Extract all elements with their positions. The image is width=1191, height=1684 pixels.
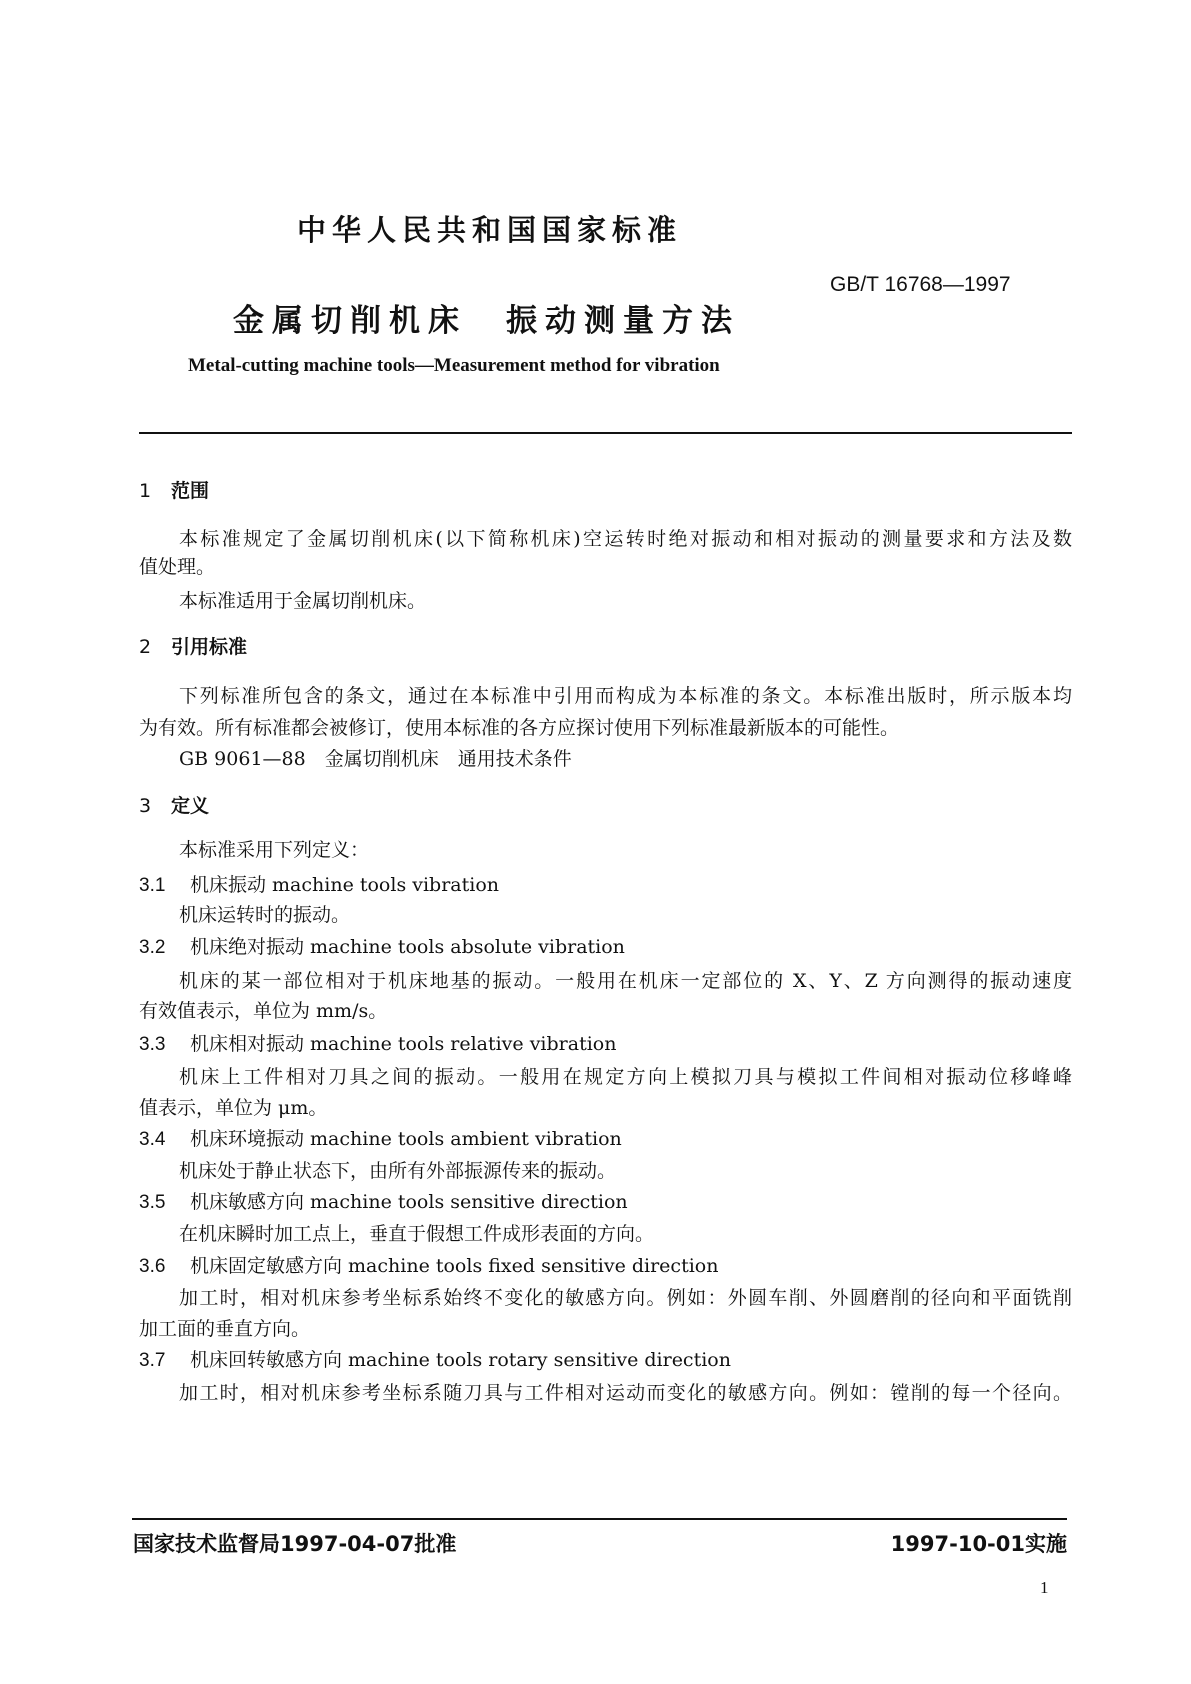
definition-3-2: 3.2 机床绝对振动 machine tools absolute vibration: [139, 936, 625, 958]
section-3-intro: 本标准采用下列定义：: [179, 839, 370, 861]
footer-rule: [132, 1518, 1067, 1520]
definition-3-5: 3.5 机床敏感方向 machine tools sensitive direction: [139, 1191, 628, 1213]
definition-text: 加工时，相对机床参考坐标系始终不变化的敏感方向。例如：外圆车削、外圆磨削的径向和平面铣削: [179, 1287, 1072, 1309]
section-1-heading: 1 范围: [139, 480, 210, 502]
definition-text: 机床运转时的振动。: [179, 904, 351, 926]
definition-3-3: 3.3 机床相对振动 machine tools relative vibration: [139, 1033, 617, 1055]
definition-3-7: 3.7 机床回转敏感方向 machine tools rotary sensitive direction: [139, 1349, 731, 1371]
header-rule: [139, 432, 1072, 434]
section-2-reference: GB 9061—88 金属切削机床 通用技术条件: [179, 748, 572, 770]
section-3-heading: 3 定义: [139, 795, 210, 817]
definition-text: 加工面的垂直方向。: [139, 1318, 311, 1340]
section-1-line: 本标准规定了金属切削机床(以下简称机床)空运转时绝对振动和相对振动的测量要求和方法及数: [179, 528, 1072, 550]
approval-date: 国家技术监督局1997-04-07批准: [133, 1532, 457, 1556]
effective-date: 1997-10-01实施: [890, 1532, 1067, 1556]
section-2-heading: 2 引用标准: [139, 636, 248, 658]
definition-text: 值表示，单位为 μm。: [139, 1097, 328, 1119]
section-2-line: 为有效。所有标准都会被修订，使用本标准的各方应探讨使用下列标准最新版本的可能性。: [139, 717, 900, 739]
standard-code: GB/T 16768—1997: [830, 273, 1011, 296]
definition-text: 在机床瞬时加工点上，垂直于假想工件成形表面的方向。: [179, 1223, 655, 1245]
definition-3-4: 3.4 机床环境振动 machine tools ambient vibration: [139, 1128, 622, 1150]
definition-3-1: 3.1 机床振动 machine tools vibration: [139, 874, 500, 896]
national-standard-heading: 中华人民共和国国家标准: [297, 213, 683, 247]
definition-text: 加工时，相对机床参考坐标系随刀具与工件相对运动而变化的敏感方向。例如：镗削的每一个径向。: [179, 1382, 1072, 1404]
section-1-line: 值处理。: [139, 556, 216, 578]
definition-text: 机床处于静止状态下，由所有外部振源传来的振动。: [179, 1160, 617, 1182]
title-cn: 金属切削机床 振动测量方法: [233, 303, 740, 339]
section-1-line: 本标准适用于金属切削机床。: [179, 590, 427, 612]
title-en: Metal-cutting machine tools—Measurement method for vibration: [188, 355, 720, 376]
definition-text: 有效值表示，单位为 mm/s。: [139, 1000, 388, 1022]
section-2-line: 下列标准所包含的条文，通过在本标准中引用而构成为本标准的条文。本标准出版时，所示版本均: [179, 685, 1072, 707]
page-number: 1: [1040, 1578, 1049, 1597]
definition-3-6: 3.6 机床固定敏感方向 machine tools fixed sensitive direction: [139, 1255, 719, 1277]
definition-text: 机床的某一部位相对于机床地基的振动。一般用在机床一定部位的 X、Y、Z 方向测得的振动速度: [179, 970, 1072, 992]
definition-text: 机床上工件相对刀具之间的振动。一般用在规定方向上模拟刀具与模拟工件间相对振动位移峰峰: [179, 1066, 1072, 1088]
